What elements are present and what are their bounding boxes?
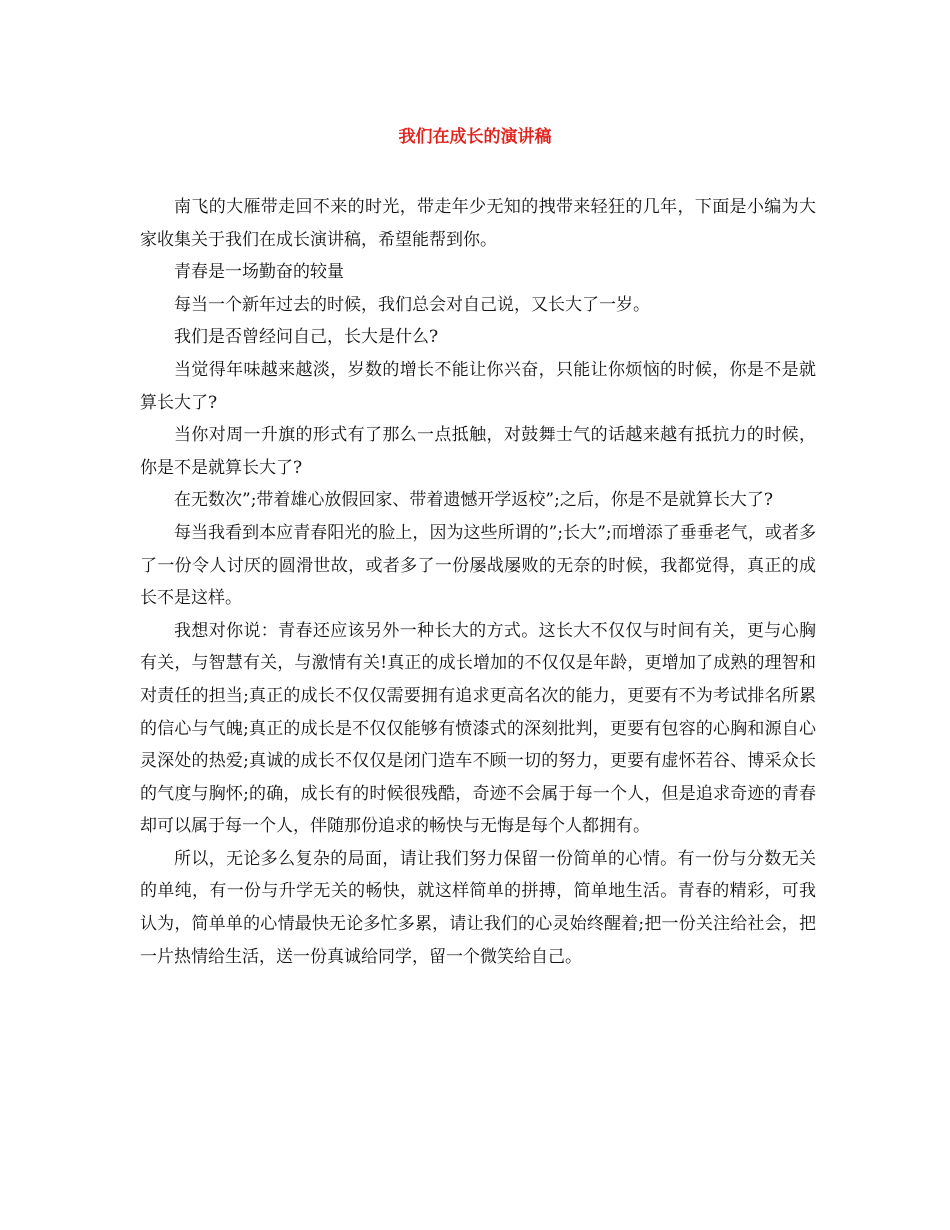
document-title: 我们在成长的演讲稿 (398, 127, 552, 147)
paragraph: 当觉得年味越来越淡，岁数的增长不能让你兴奋，只能让你烦恼的时候，你是不是就算长大了? (140, 359, 816, 413)
paragraph: 我想对你说：青春还应该另外一种长大的方式。这长大不仅仅与时间有关，更与心胸有关，与智慧有关，与激情有关!真正的成长增加的不仅仅是年龄，更增加了成熟的理智和对责任的担当;真正的成长不仅仅需要拥有追求更高名次的能力，更要有不为考试排名所累的信心与气魄;真正的成长是不仅仅能够有愤漆式的深刻批判，更要有包容的心胸和源自心灵深处的热爱;真诚的成长不仅仅是闭门造车不顾一切的努力，更要有虚怀若谷、博采众长的气度与胸怀;的确，成长有的时候很残酷，奇迹不会属于每一个人，但是追求奇迹的青春却可以属于每一个人，伴随那份追求的畅快与无悔是每个人都拥有。 (140, 620, 816, 837)
paragraph: 每当一个新年过去的时候，我们总会对自己说，又长大了一岁。 (174, 294, 650, 315)
paragraph-intro: 南飞的大雁带走回不来的时光，带走年少无知的拽带来轻狂的几年，下面是小编为大家收集关于我们在成长演讲稿，希望能帮到你。 (140, 197, 816, 250)
paragraph: 所以，无论多么复杂的局面，请让我们努力保留一份简单的心情。有一份与分数无关的单纯，有一份与升学无关的畅快，就这样简单的拼搏，简单地生活。青春的精彩，可我认为，简单单的心情最快无论多忙多累，请让我们的心灵始终醒着;把一份关注给社会，把一片热情给生活，送一份真诚给同学，留一个微笑给自己。 (140, 848, 816, 967)
document-body (140, 191, 816, 973)
paragraph: 每当我看到本应青春阳光的脸上，因为这些所谓的”;长大”;而增添了垂垂老气，或者多了一份令人讨厌的圆滑世故，或者多了一份屡战屡败的无奈的时候，我都觉得，真正的成长不是这样。 (140, 522, 816, 609)
paragraph: 在无数次”;带着雄心放假回家、带着遗憾开学返校”;之后，你是不是就算长大了? (174, 490, 773, 511)
paragraph: 我们是否曾经问自己，长大是什么? (174, 327, 439, 348)
paragraph: 当你对周一升旗的形式有了那么一点抵触，对鼓舞士气的话越来越有抵抗力的时候，你是不是就算长大了? (140, 425, 816, 478)
paragraph-subtitle: 青春是一场勤奋的较量 (174, 262, 344, 283)
